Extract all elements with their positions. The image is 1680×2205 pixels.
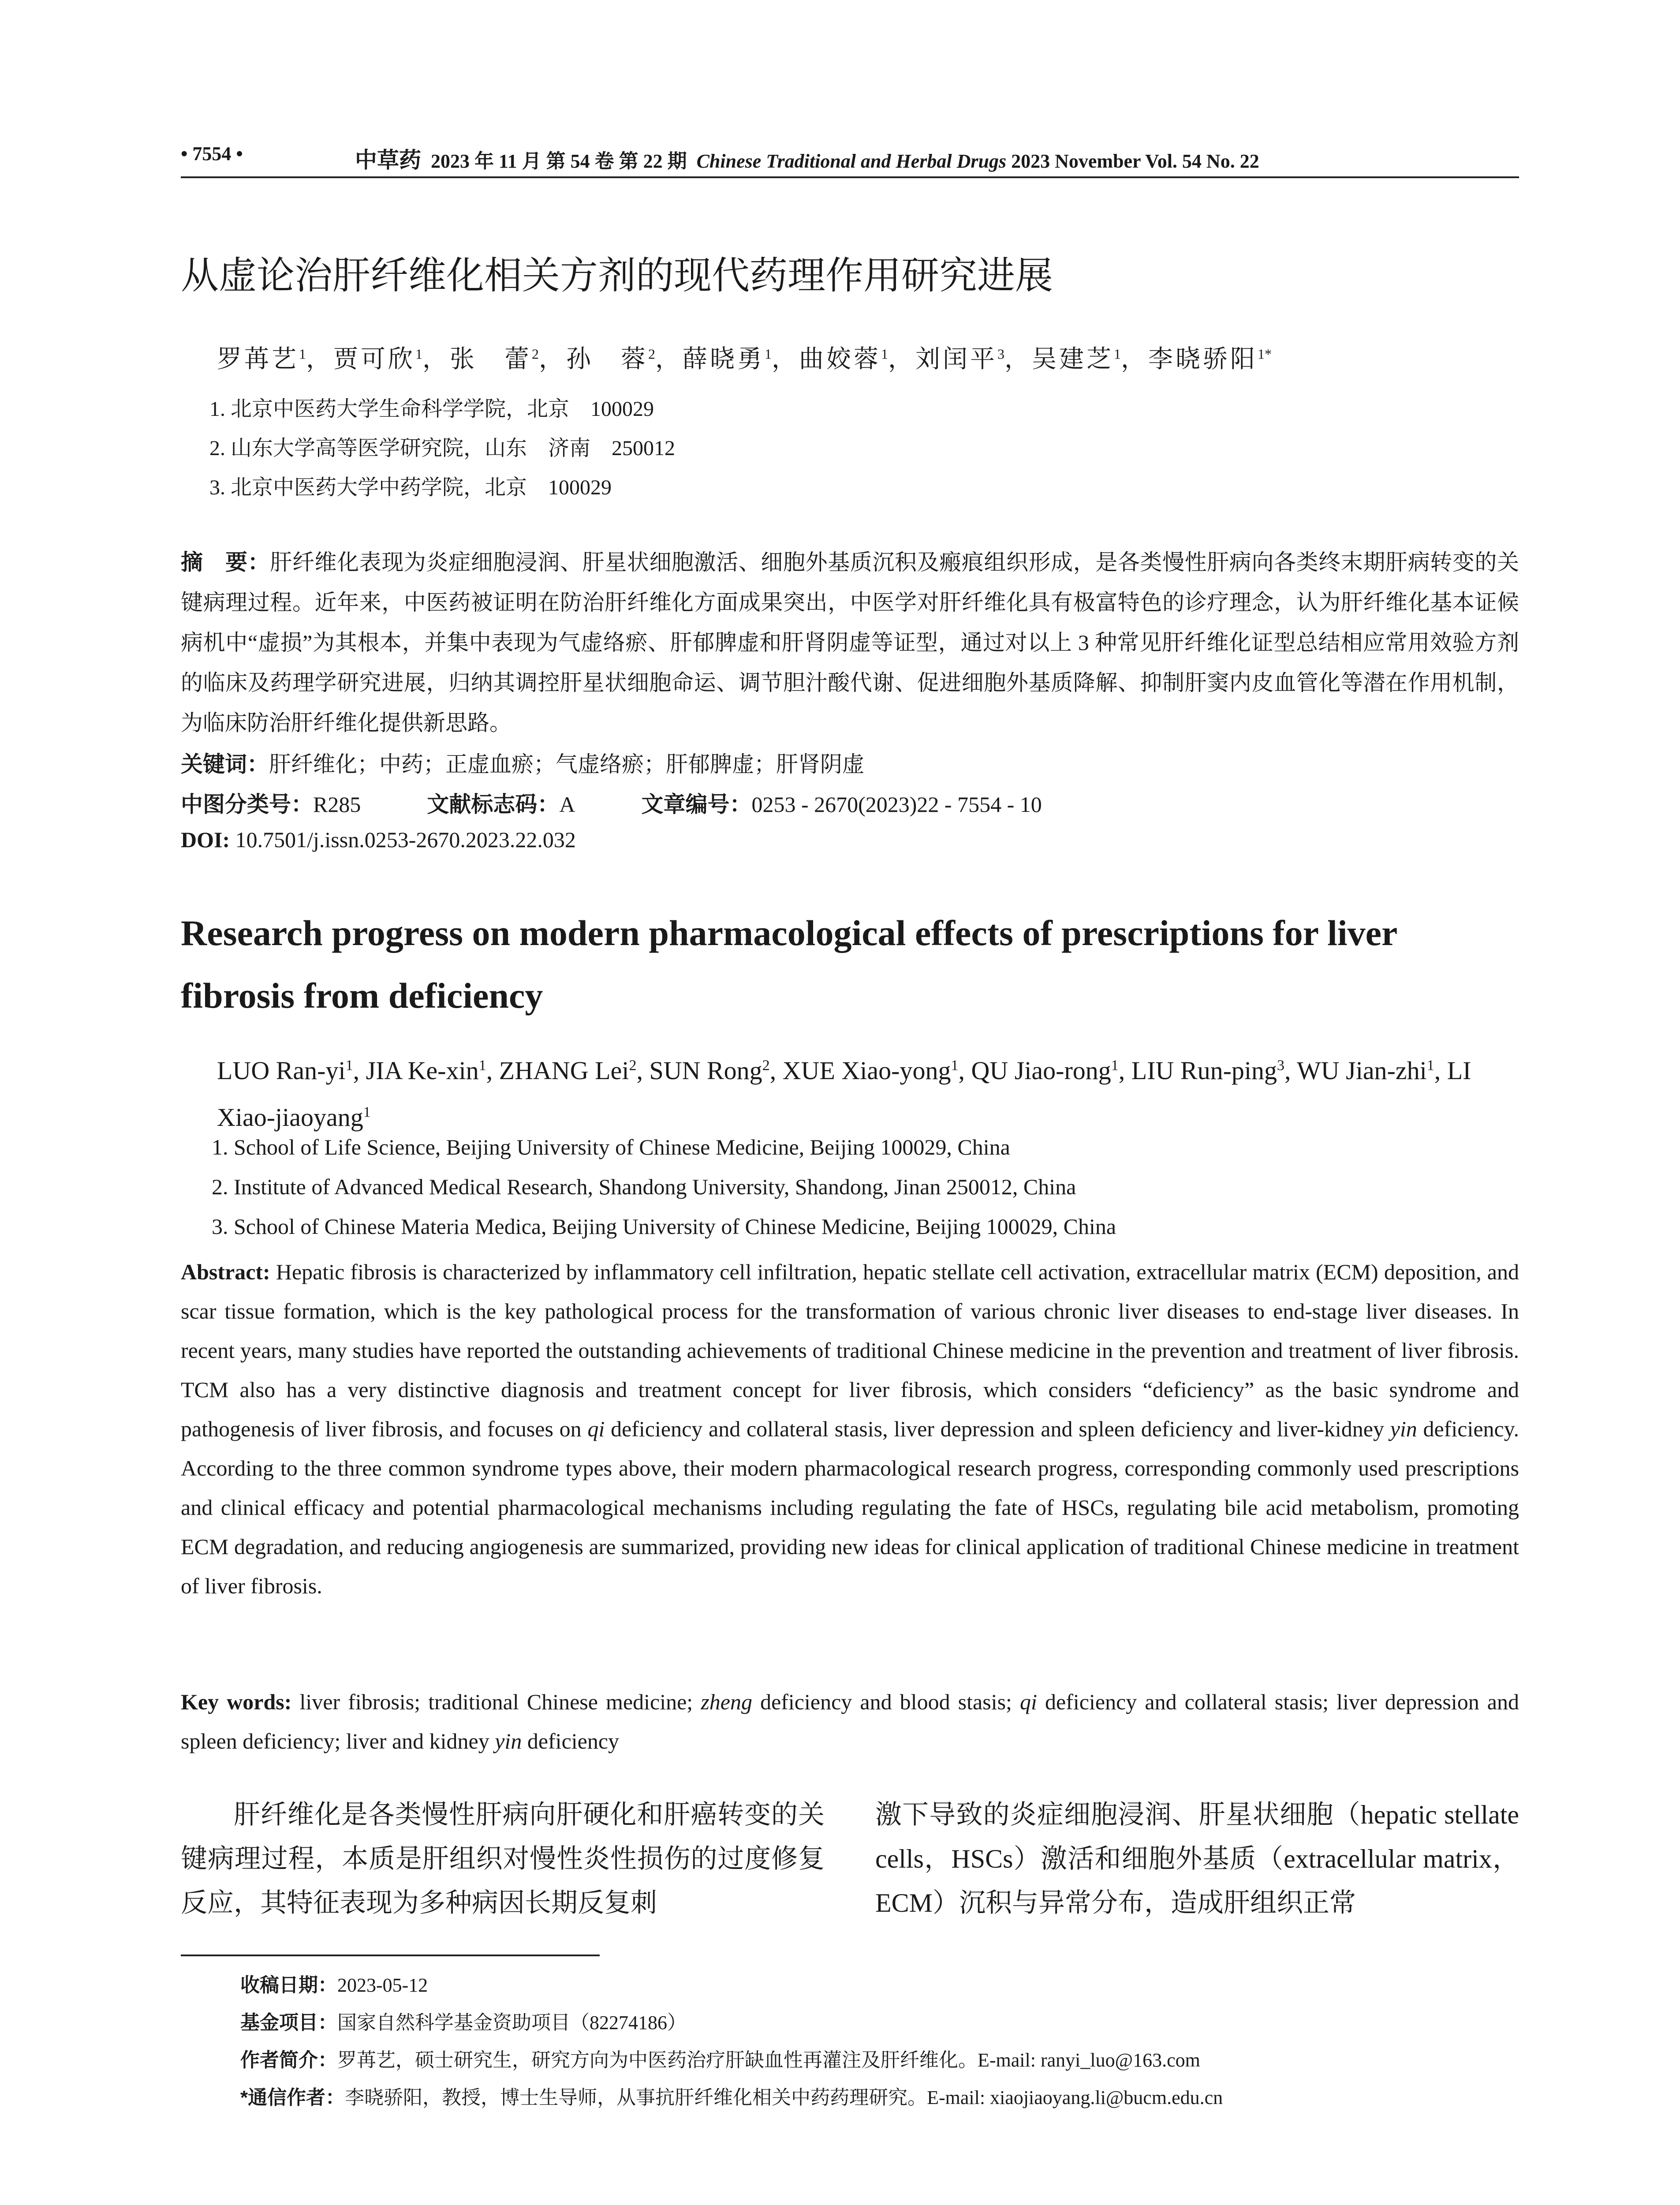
doi-value[interactable]: 10.7501/j.issn.0253-2670.2023.22.032 (235, 827, 576, 852)
classification-line (181, 787, 1042, 818)
keywords-en-term: zheng (701, 1689, 752, 1714)
footnote-text: 国家自然科学基金资助项目（82274186） (337, 2012, 687, 2033)
abstract-en-label: Abstract: (181, 1259, 270, 1284)
author-en: LI Xiao-jiaoyang$^1$ (217, 1056, 1471, 1132)
keywords-cn-label: 关键词： (181, 752, 269, 777)
footnote-author-bio (240, 2044, 1200, 2072)
body-column-right: 激下导致的炎症细胞浸润、肝星状细胞（hepatic stellate cells，HSCs）激活和细胞外基质（extracellular matrix，ECM）沉积与异常分布，造成肝组织正常 (875, 1800, 1519, 1917)
abstract-en-term: yin (1390, 1416, 1417, 1441)
footnote-label: 基金项目： (240, 2012, 337, 2033)
page-number: • 7554 • (181, 143, 243, 164)
keywords-en-text: liver fibrosis; traditional Chinese medicine; (299, 1689, 701, 1714)
author-en: JIA Ke-xin$^1$, (366, 1056, 499, 1085)
abstract-en (181, 1252, 1519, 1606)
doi-line (181, 827, 576, 852)
running-header (181, 142, 1519, 176)
author-en: ZHANG Lei$^2$, (499, 1056, 650, 1085)
issue-en: 2023 November Vol. 54 No. 22 (1011, 150, 1259, 172)
title-cn: 从虚论治肝纤维化相关方剂的现代药理作用研究进展 (181, 254, 1053, 297)
abstract-cn-label: 摘 要： (181, 550, 270, 575)
issue-cn: 2023 年 11 月 第 54 卷 第 22 期 (431, 150, 687, 172)
affiliation-en-1: 1. School of Life Science, Beijing University of Chinese Medicine, Beijing 100029, China (212, 1135, 1010, 1159)
keywords-en-label: Key words: (181, 1689, 292, 1714)
article-number-value: 0253 - 2670(2023)22 - 7554 - 10 (751, 792, 1042, 817)
authors-cn (217, 340, 1272, 375)
author-en: LUO Ran-$yi^1$, (217, 1056, 366, 1085)
affiliation-en-2: 2. Institute of Advanced Medical Research, Shandong University, Shandong, Jinan 250012, China (212, 1174, 1076, 1199)
author-cn: 张 蕾$^2$， (450, 346, 566, 373)
keywords-cn (181, 747, 864, 778)
keywords-en-text: deficiency and blood stasis; (752, 1689, 1020, 1714)
author-cn: 孙 蓉$^2$， (566, 346, 683, 373)
clc-label: 中图分类号： (181, 792, 313, 817)
author-cn: 薛晓勇$^1$， (683, 346, 799, 373)
doc-code-value: A (559, 792, 575, 817)
keywords-en-text: deficiency (522, 1729, 620, 1753)
affiliation-cn-3: 3. 北京中医药大学中药学院，北京 100029 (209, 476, 612, 499)
abstract-en-term: qi (587, 1416, 605, 1441)
author-en: QU Jiao-rong$^1$, (971, 1056, 1131, 1085)
footnote-rule (181, 1955, 600, 1956)
author-en: LIU Run-ping$^3$, (1131, 1056, 1297, 1085)
affiliation-en-3: 3. School of Chinese Materia Medica, Beijing University of Chinese Medicine, Beijing 100029, China (212, 1214, 1116, 1239)
clc-value: R285 (313, 792, 361, 817)
affiliation-cn-1: 1. 北京中医药大学生命科学学院，北京 100029 (209, 397, 654, 421)
footnote-text: 罗苒艺，硕士研究生，研究方向为中医药治疗肝缺血性再灌注及肝纤维化。E-mail: ranyi_luo@163.com (337, 2049, 1200, 2071)
footnote-label: *通信作者： (240, 2087, 345, 2108)
footnote-corresponding (240, 2082, 1223, 2110)
keywords-en-term: yin (495, 1729, 522, 1753)
author-en: WU Jian-zhi$^1$, (1297, 1056, 1447, 1085)
author-cn: 贾可欣$^1$， (333, 346, 450, 373)
author-en: SUN Rong$^2$, (649, 1056, 783, 1085)
author-cn: 吴建芝$^1$， (1032, 346, 1148, 373)
author-cn: 曲姣蓉$^1$， (799, 346, 915, 373)
author-cn: 刘闰平$^3$， (915, 346, 1032, 373)
footnote-text: 李晓骄阳，教授，博士生导师，从事抗肝纤维化相关中药药理研究。E-mail: xiaojiaoyang.li@bucm.edu.cn (345, 2087, 1223, 2108)
keywords-en-term: qi (1020, 1689, 1037, 1714)
journal-name-en: Chinese Traditional and Herbal Drugs (696, 150, 1007, 172)
abstract-cn-text: 肝纤维化表现为炎症细胞浸润、肝星状细胞激活、细胞外基质沉积及瘢痕组织形成，是各类慢性肝病向各类终末期肝病转变的关键病理过程。近年来，中医药被证明在防治肝纤维化方面成果突出，中医学对肝纤维化具有极富特色的诊疗理念，认为肝纤维化基本证候病机中“虚损”为其根本，并集中表现为气虚络瘀、肝郁脾虚和肝肾阴虚等证型，通过对以上 3 种常见肝纤维化证型总结相应常用效验方剂的临床及药理学研究进展，归纳其调控肝星状细胞命运、调节胆汁酸代谢、促进细胞外基质降解、抑制肝窦内皮血管化等潜在作用机制，为临床防治肝纤维化提供新思路。 (181, 550, 1519, 735)
journal-info (355, 142, 1259, 174)
author-cn: 罗苒艺$^1$， (217, 346, 333, 373)
abstract-en-text: deficiency and collateral stasis, liver depression and spleen deficiency and liver-kidney (605, 1416, 1390, 1441)
author-en: XUE Xiao-yong$^1$, (782, 1056, 971, 1085)
doc-code-label: 文献标志码： (427, 792, 560, 817)
journal-name-cn: 中草药 (355, 148, 421, 172)
header-rule (181, 176, 1519, 178)
affiliation-cn-2: 2. 山东大学高等医学研究院，山东 济南 250012 (209, 437, 676, 460)
footnote-text: 2023-05-12 (337, 1974, 428, 1996)
doi-label: DOI: (181, 827, 230, 852)
body-column-left: 肝纤维化是各类慢性肝病向肝硬化和肝癌转变的关键病理过程，本质是肝组织对慢性炎性损伤的过度修复反应，其特征表现为多种病因长期反复刺 (181, 1800, 825, 1917)
footnote-funding (240, 2007, 687, 2035)
title-en: Research progress on modern pharmacological effects of prescriptions for liver fibrosis from deficiency (181, 913, 1397, 1016)
footnote-label: 收稿日期： (240, 1974, 337, 1996)
article-number-label: 文章编号： (641, 792, 752, 817)
abstract-en-text: deficiency. According to the three common syndrome types above, their modern pharmacological research progress, corresponding commonly used prescriptions and clinical efficacy and potential pharmacological mechanisms including regulating the fate of HSCs, regulating bile acid metabolism, promoting ECM degradation, and reducing angiogenesis are summarized, providing new ideas for clinical application of traditional Chinese medicine in treatment of liver fibrosis. (181, 1416, 1519, 1598)
keywords-en-text: deficiency and collateral stasis; liver depression and spleen deficiency; liver and kidney (181, 1689, 1519, 1753)
footnote-received (240, 1969, 428, 1997)
keywords-cn-text: 肝纤维化；中药；正虚血瘀；气虚络瘀；肝郁脾虚；肝肾阴虚 (269, 752, 864, 777)
abstract-cn (181, 542, 1519, 743)
footnote-label: 作者简介： (240, 2049, 337, 2071)
authors-en (217, 1045, 1519, 1138)
author-cn: 李晓骄阳$^{1*}$ (1148, 346, 1272, 373)
abstract-en-text: Hepatic fibrosis is characterized by inflammatory cell infiltration, hepatic stellate cell activation, extracellular matrix (ECM) deposition, and scar tissue formation, which is the key pathological process for the transformation of various chronic liver diseases to end-stage liver diseases. In recent years, many studies have reported the outstanding achievements of traditional Chinese medicine in the prevention and treatment of liver fibrosis. TCM also has a very distinctive diagnosis and treatment concept for liver fibrosis, which considers “deficiency” as the basic syndrome and pathogenesis of liver fibrosis, and focuses on (181, 1259, 1519, 1441)
keywords-en (181, 1682, 1519, 1761)
